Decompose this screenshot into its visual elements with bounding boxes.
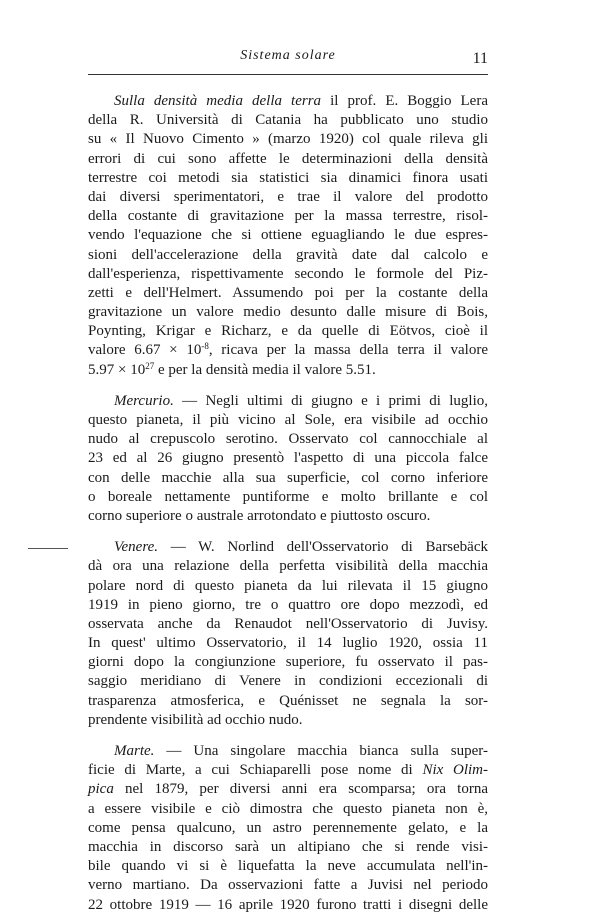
exponent: 27	[145, 360, 155, 371]
text-run: il prof. E. Boggio Lera	[321, 93, 488, 109]
text-line: vendo l'equazione che si ottiene eguagliando le due espres-	[88, 227, 488, 244]
text-run: ficie di Marte, a cui Schiaparelli pose nome di	[88, 762, 423, 779]
text-line: dall'esperienza, rispettivamente secondo le formole del Piz-	[88, 265, 488, 282]
paragraph-marte	[88, 742, 488, 915]
text-line	[88, 341, 488, 360]
text-line: sioni dell'accelerazione della gravità date dal calcolo e	[88, 246, 488, 263]
page-number: 11	[472, 50, 488, 67]
text-run: , ricava per la massa della terra il valore	[208, 342, 488, 359]
text-line	[88, 361, 488, 380]
italic-run: Nix Olim-	[422, 762, 488, 779]
text-line	[88, 92, 488, 111]
paragraph-venere	[88, 538, 488, 730]
text-line: errori di cui sono affette le determinazioni della densità	[88, 150, 488, 167]
margin-mark	[28, 548, 68, 549]
text-line: macchia in discorso sarà un altipiano che si rende visi-	[88, 838, 488, 855]
text-line: 22 ottobre 1919 — 16 aprile 1920 furono tratti i disegni delle	[88, 896, 488, 913]
text-line: 23 ed al 26 giugno presentò l'aspetto di una piccola falce	[88, 450, 488, 467]
text-line: osservata anche da Renaudot nell'Osservatorio di Juvisy.	[88, 615, 488, 632]
paragraph-heading: Venere.	[114, 539, 159, 556]
text-line: della costante di gravitazione per la massa terrestre, risol-	[88, 208, 488, 225]
text-line: nudo al crepuscolo serotino. Osservato col cannocchiale al	[88, 431, 488, 448]
text-line: bile quando vi si è liquefatta la neve accumulata nell'in-	[88, 858, 488, 875]
text-line: prendente visibilità ad occhio nudo.	[88, 711, 303, 728]
running-header	[88, 44, 488, 75]
text-line: dai diversi sperimentatori, e trae il valore del prodotto	[88, 188, 488, 205]
text-line: verno martiano. Da osservazioni fatte a Juvisi nel periodo	[88, 877, 488, 894]
text-line: zetti e dell'Helmert. Assumendo poi per la costante della	[88, 284, 488, 301]
text-line: a essere visibile e ciò dimostra che questo pianeta non è,	[88, 800, 488, 817]
text-line: 1919 in pieno giorno, tre o quattro ore dopo mezzodì, ed	[88, 596, 488, 613]
text-line: terrestre coi metodi sia statistici sia dinamici finora usati	[88, 169, 488, 186]
text-line: come pensa qualcuno, un astro perennemente gelato, e la	[88, 819, 488, 836]
paragraph-heading: Sulla densità media della terra	[114, 93, 322, 109]
body-text	[88, 92, 488, 915]
text-run: valore 6.67 × 10	[88, 342, 202, 359]
paragraph-heading: Mercurio.	[114, 392, 174, 409]
text-line	[88, 538, 488, 557]
paragraph-heading: Marte.	[114, 743, 155, 759]
text-line: dà ora una relazione della perfetta visibilità della macchia	[88, 558, 488, 575]
text-run: — W. Norlind dell'Osservatorio di Barsebäck	[158, 539, 488, 556]
text-line: su « Il Nuovo Cimento » (marzo 1920) col quale rileva gli	[88, 131, 488, 148]
text-line: Poynting, Krigar e Richarz, e da quelle di Eötvos, cioè il	[88, 323, 488, 340]
running-title: Sistema solare	[240, 48, 336, 63]
text-line: polare nord di questo pianeta da lui rilevata il 15 giugno	[88, 577, 488, 594]
text-line: gravitazione un valore medio desunto dalle misure di Bois,	[88, 304, 488, 321]
text-line	[88, 742, 488, 761]
text-line: In quest' ultimo Osservatorio, il 14 luglio 1920, ossia 11	[88, 635, 488, 652]
text-run: nel 1879, per diversi anni era scomparsa; ora torna	[113, 781, 488, 798]
paragraph-mercurio	[88, 392, 488, 526]
italic-run: pica	[88, 781, 114, 798]
text-line: giorni dopo la congiunzione superiore, fu osservato il pas-	[88, 654, 488, 671]
exponent: -8	[201, 341, 209, 352]
text-run: 5.97 × 10	[88, 361, 146, 378]
text-line: della R. Università di Catania ha pubblicato uno studio	[88, 112, 488, 129]
text-line: saggio meridiano di Venere in condizioni eccezionali di	[88, 673, 488, 690]
text-line: corno superiore o australe arrotondato e piuttosto oscuro.	[88, 507, 431, 524]
text-run: — Una singolare macchia bianca sulla super-	[154, 743, 488, 759]
text-line: o boreale nettamente puntiforme e molto brillante e col	[88, 488, 488, 505]
text-line: trasparenza atmosferica, e Quénisset ne segnala la sor-	[88, 692, 488, 709]
text-line: con delle macchie alla sua superficie, col corno inferiore	[88, 469, 488, 486]
text-run: e per la densità media il valore 5.51.	[154, 361, 376, 378]
text-line: questo pianeta, il più vicino al Sole, era visibile ad occhio	[88, 412, 488, 428]
text-line	[88, 761, 488, 780]
text-line	[88, 392, 488, 411]
paragraph-terra	[88, 92, 488, 380]
text-line	[88, 780, 488, 799]
text-run: — Negli ultimi di giugno e i primi di luglio,	[173, 392, 488, 409]
